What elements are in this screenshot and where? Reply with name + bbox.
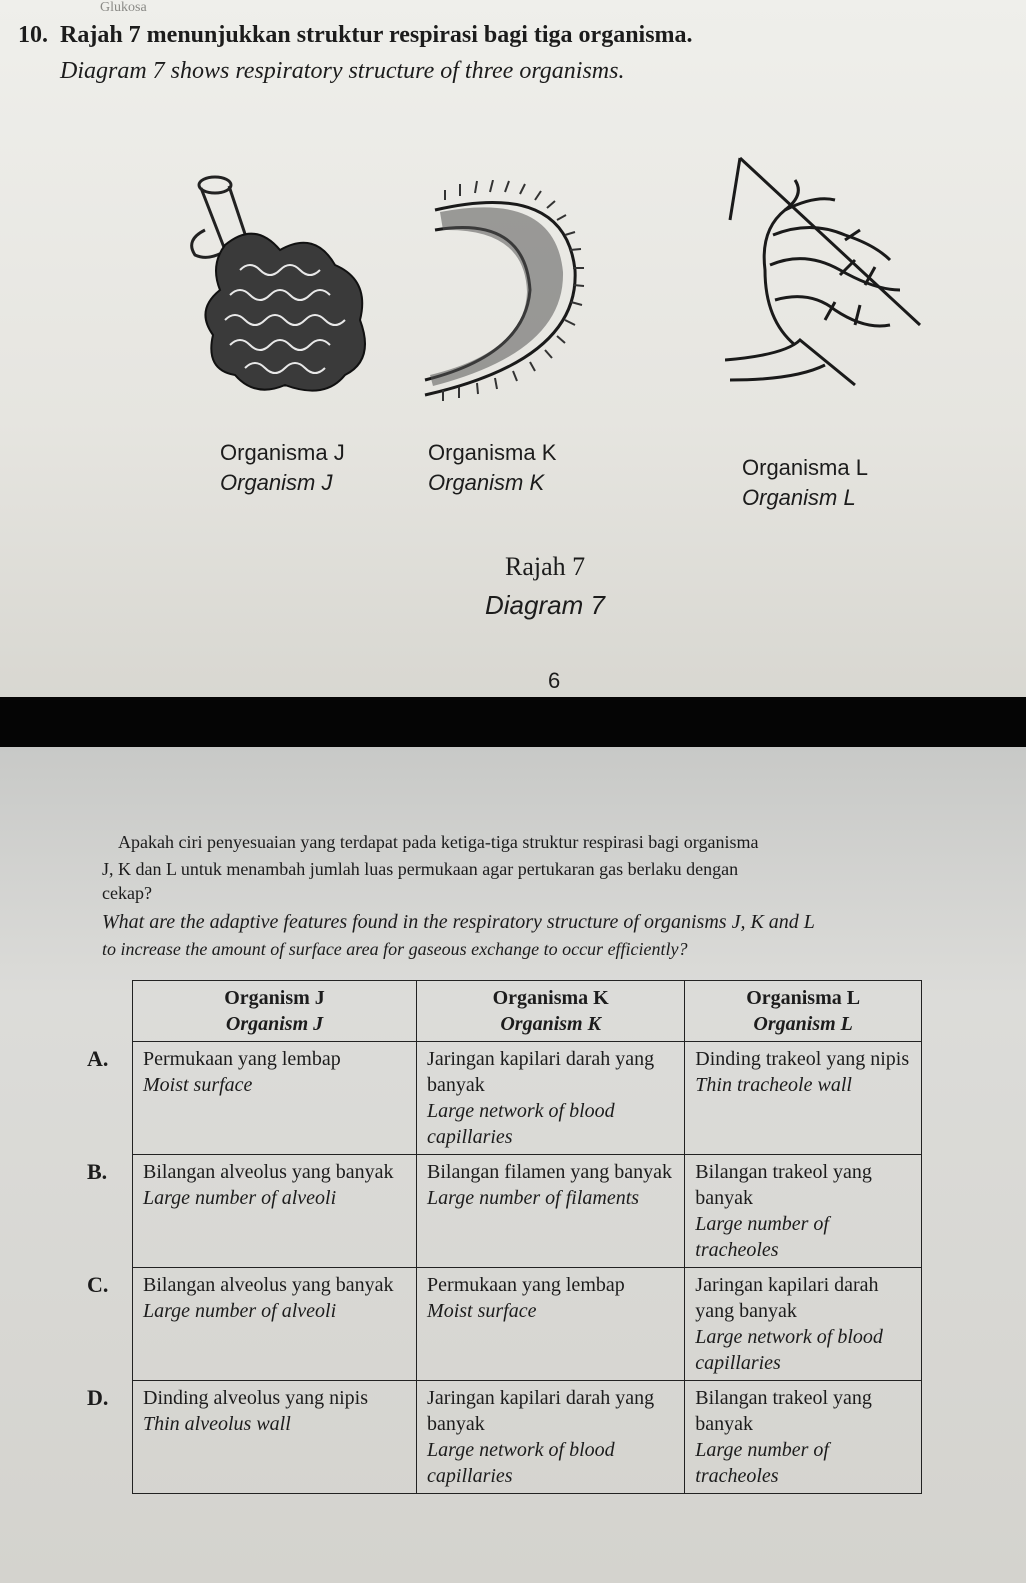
cell-malay: Bilangan trakeol yang banyak [695,1161,872,1209]
header-organism-l [685,981,922,1042]
table-cell [87,1381,417,1494]
organism-j-label [220,440,345,496]
organism-l-name-english: Organism L [742,485,856,510]
cell-english: Large number of filaments [427,1187,640,1209]
answer-options-table [87,980,922,1494]
table-cell [417,1155,685,1268]
alveoli-icon [185,170,375,400]
previous-page-fragment: Glukosa [100,0,147,15]
option-letter[interactable]: D. [87,1385,109,1410]
organism-j-name-malay: Organisma J [220,440,345,465]
cell-english: Moist surface [143,1074,253,1096]
header-l-malay: Organisma L [746,987,861,1009]
cell-malay: Permukaan yang lembap [143,1048,341,1070]
cell-malay: Bilangan trakeol yang banyak [695,1387,872,1435]
header-k-english: Organism K [500,1013,601,1035]
table-header-row [133,981,922,1042]
cell-malay: Jaringan kapilari darah yang banyak [695,1274,879,1322]
table-cell [87,1042,417,1155]
table-cell [87,1155,417,1268]
cell-english: Large number of tracheoles [695,1213,829,1261]
table-cell [87,1268,417,1381]
table-cell [417,1381,685,1494]
cell-malay: Dinding alveolus yang nipis [143,1387,368,1409]
option-letter[interactable]: A. [87,1046,109,1071]
header-organism-j [133,981,417,1042]
organism-k-name-malay: Organisma K [428,440,557,465]
header-l-english: Organism L [753,1013,853,1035]
question-text-english: Diagram 7 shows respiratory structure of three organisms. [60,58,625,84]
cell-malay: Jaringan kapilari darah yang banyak [427,1048,655,1096]
option-row-b[interactable] [133,1155,922,1268]
header-organism-k [417,981,685,1042]
stem-malay-line-1: Apakah ciri penyesuaian yang terdapat pada ketiga-tiga struktur respirasi bagi organisma [118,832,759,852]
table-cell [417,1042,685,1155]
diagram-caption-malay: Rajah 7 [505,552,586,581]
header-j-malay: Organism J [224,987,325,1009]
cell-malay: Bilangan alveolus yang banyak [143,1274,394,1296]
cell-malay: Jaringan kapilari darah yang banyak [427,1387,655,1435]
organism-k-label [428,440,556,496]
stem-malay-line-3: cekap? [102,883,152,903]
table-cell [685,1155,922,1268]
cell-english: Large number of alveoli [143,1300,337,1322]
page-lower [0,747,1026,1583]
header-k-malay: Organisma K [492,987,609,1009]
table-cell [685,1381,922,1494]
organism-k-name-english: Organism K [428,470,545,495]
page-divider [0,697,1026,747]
question-number: 10. [18,22,48,48]
cell-english: Large number of alveoli [143,1187,337,1209]
cell-english: Large number of tracheoles [695,1439,829,1487]
stem-english-line-1: What are the adaptive features found in the respiratory structure of organisms J, K and L [102,911,815,933]
table-cell [417,1268,685,1381]
cell-malay: Dinding trakeol yang nipis [695,1048,910,1070]
question-text-malay: Rajah 7 menunjukkan struktur respirasi bagi tiga organisma. [60,22,693,48]
cell-english: Thin alveolus wall [143,1413,291,1435]
page-upper [0,0,1026,700]
stem-english-line-2: to increase the amount of surface area for gaseous exchange to occur efficiently? [102,939,688,959]
cell-english: Large network of blood capillaries [427,1439,615,1487]
organism-j-name-english: Organism J [220,470,333,495]
header-j-english: Organism J [225,1013,324,1035]
cell-english: Large network of blood capillaries [695,1326,883,1374]
table-cell [685,1268,922,1381]
organism-l-label [742,455,868,511]
diagram-caption-english: Diagram 7 [485,590,605,620]
cell-english: Large network of blood capillaries [427,1100,615,1148]
option-letter[interactable]: B. [87,1159,108,1184]
option-row-d[interactable] [133,1381,922,1494]
trachea-icon [725,150,925,400]
cell-malay: Bilangan filamen yang banyak [427,1161,672,1183]
cell-malay: Permukaan yang lembap [427,1274,625,1296]
organism-l-name-malay: Organisma L [742,455,868,480]
table-cell [685,1042,922,1155]
cell-english: Moist surface [427,1300,537,1322]
page-number: 6 [548,668,561,693]
cell-english: Thin tracheole wall [695,1074,852,1096]
cell-malay: Bilangan alveolus yang banyak [143,1161,394,1183]
option-row-a[interactable] [133,1042,922,1155]
gill-icon [415,180,595,405]
option-letter[interactable]: C. [87,1272,109,1297]
option-row-c[interactable] [133,1268,922,1381]
stem-malay-line-2: J, K dan L untuk menambah jumlah luas permukaan agar pertukaran gas berlaku dengan [102,859,739,879]
